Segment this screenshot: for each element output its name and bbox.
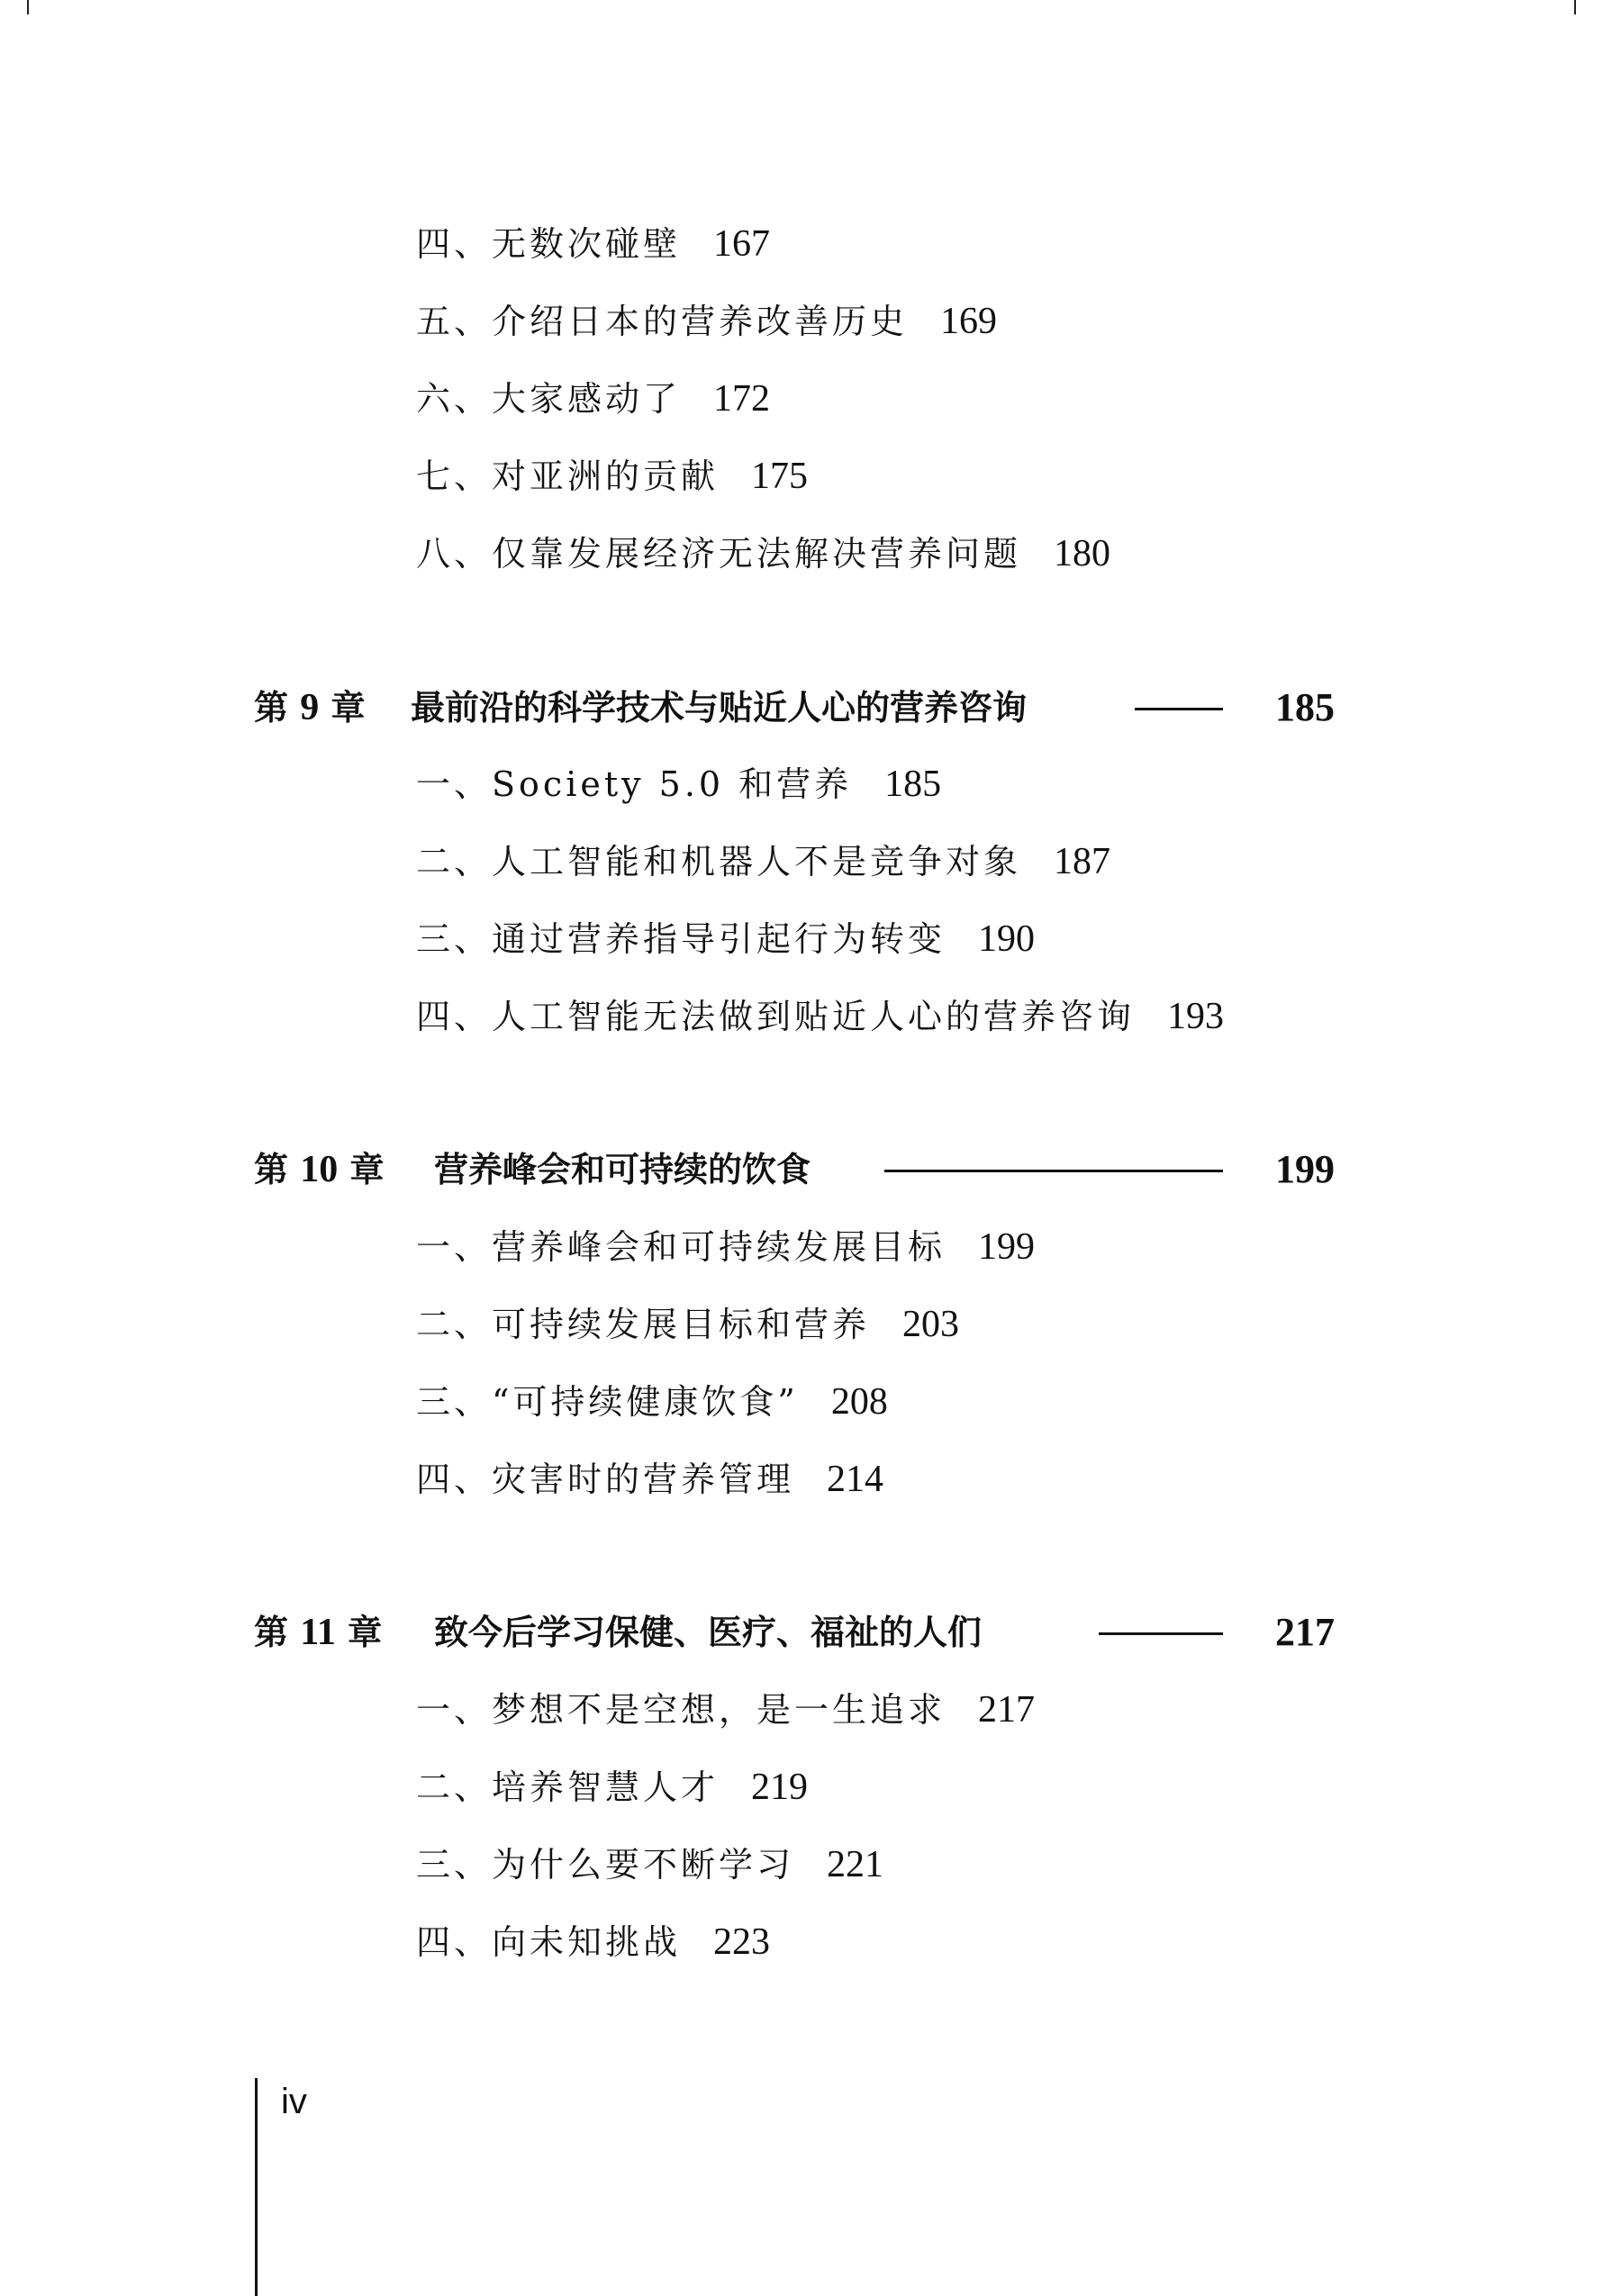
toc-entry-page: 172 bbox=[713, 378, 771, 420]
toc-entry-label: 三、通过营养指导引起行为转变 bbox=[416, 919, 946, 959]
chapter-page: 217 bbox=[1275, 1610, 1335, 1654]
chapter-title: 营养峰会和可持续的饮食 bbox=[434, 1150, 811, 1189]
toc-entry-page: 175 bbox=[751, 456, 809, 497]
chapter-leader-rule bbox=[1135, 708, 1223, 710]
chapter-heading[interactable] bbox=[254, 682, 1335, 733]
toc-entry-page: 187 bbox=[1054, 841, 1111, 882]
toc-entry[interactable] bbox=[416, 1459, 883, 1500]
toc-entry-page: 190 bbox=[978, 918, 1036, 960]
toc-entry[interactable] bbox=[416, 533, 1110, 574]
toc-entry-page: 185 bbox=[884, 764, 942, 805]
toc-entry[interactable] bbox=[416, 841, 1110, 882]
toc-entry-page: 199 bbox=[978, 1226, 1036, 1268]
toc-entry[interactable] bbox=[416, 1767, 808, 1808]
folio-rule bbox=[255, 2078, 258, 2296]
chapter-heading[interactable] bbox=[254, 1607, 1335, 1658]
toc-entry-label: 一、营养峰会和可持续发展目标 bbox=[416, 1227, 946, 1267]
toc-entry-label: 七、对亚洲的贡献 bbox=[416, 456, 720, 496]
page-number: iv bbox=[281, 2082, 307, 2121]
toc-entry[interactable] bbox=[416, 1844, 883, 1885]
toc-entry-page: 208 bbox=[830, 1381, 888, 1423]
toc-entry[interactable] bbox=[416, 918, 1035, 960]
toc-entry[interactable] bbox=[416, 764, 941, 805]
toc-entry-label: 一、Society 5.0 和营养 bbox=[416, 764, 853, 804]
chapter-number: 第 9 章 bbox=[254, 687, 366, 728]
toc-entry-label: 六、大家感动了 bbox=[416, 379, 682, 419]
toc-entry-label: 四、向未知挑战 bbox=[416, 1922, 682, 1962]
toc-entry[interactable] bbox=[416, 378, 770, 420]
chapter-heading[interactable] bbox=[254, 1144, 1335, 1195]
toc-entry[interactable] bbox=[416, 1226, 1035, 1268]
toc-entry-page: 217 bbox=[978, 1689, 1036, 1731]
toc-entry-label: 二、培养智慧人才 bbox=[416, 1767, 720, 1807]
toc-entry-label: 四、灾害时的营养管理 bbox=[416, 1460, 795, 1499]
toc-entry-page: 169 bbox=[940, 301, 998, 342]
toc-entry-page: 219 bbox=[751, 1767, 809, 1808]
chapter-number: 第 10 章 bbox=[254, 1149, 385, 1190]
toc-entry[interactable] bbox=[416, 223, 770, 265]
crop-mark-left bbox=[27, 0, 29, 14]
toc-entry-label: 三、为什么要不断学习 bbox=[416, 1845, 795, 1885]
toc-entry-label: 三、“可持续健康饮食” bbox=[416, 1382, 799, 1422]
toc-entry-page: 203 bbox=[902, 1304, 960, 1345]
toc-entry-label: 二、可持续发展目标和营养 bbox=[416, 1305, 871, 1344]
chapter-page: 199 bbox=[1275, 1147, 1335, 1191]
chapter-leader-rule bbox=[1099, 1632, 1223, 1635]
toc-entry-page: 193 bbox=[1167, 996, 1225, 1037]
chapter-title: 致今后学习保健、医疗、福祉的人们 bbox=[434, 1613, 983, 1652]
toc-entry[interactable] bbox=[416, 456, 808, 497]
toc-entry[interactable] bbox=[416, 301, 997, 342]
toc-entry[interactable] bbox=[416, 1921, 770, 1963]
toc-entry-page: 180 bbox=[1054, 533, 1111, 574]
toc-entry-page: 167 bbox=[713, 223, 771, 265]
toc-entry-label: 一、梦想不是空想，是一生追求 bbox=[416, 1690, 946, 1730]
chapter-number: 第 11 章 bbox=[254, 1612, 383, 1653]
toc-entry[interactable] bbox=[416, 996, 1224, 1037]
toc-entry-page: 223 bbox=[713, 1921, 771, 1963]
toc-entry[interactable] bbox=[416, 1689, 1035, 1731]
toc-entry-label: 四、无数次碰壁 bbox=[416, 224, 682, 264]
toc-entry-page: 214 bbox=[827, 1459, 884, 1500]
toc-entry[interactable] bbox=[416, 1304, 959, 1345]
toc-entry-label: 四、人工智能无法做到贴近人心的营养咨询 bbox=[416, 997, 1136, 1036]
chapter-leader-rule bbox=[884, 1170, 1223, 1172]
toc-entry-label: 五、介绍日本的营养改善历史 bbox=[416, 302, 909, 341]
toc-entry-label: 八、仅靠发展经济无法解决营养问题 bbox=[416, 534, 1022, 574]
toc-entry-label: 二、人工智能和机器人不是竞争对象 bbox=[416, 842, 1022, 881]
chapter-page: 185 bbox=[1275, 685, 1335, 729]
toc-entry-page: 221 bbox=[827, 1844, 884, 1885]
chapter-title: 最前沿的科学技术与贴近人心的营养咨询 bbox=[411, 688, 1028, 728]
toc-entry[interactable] bbox=[416, 1381, 888, 1423]
crop-mark-right bbox=[1574, 0, 1576, 14]
